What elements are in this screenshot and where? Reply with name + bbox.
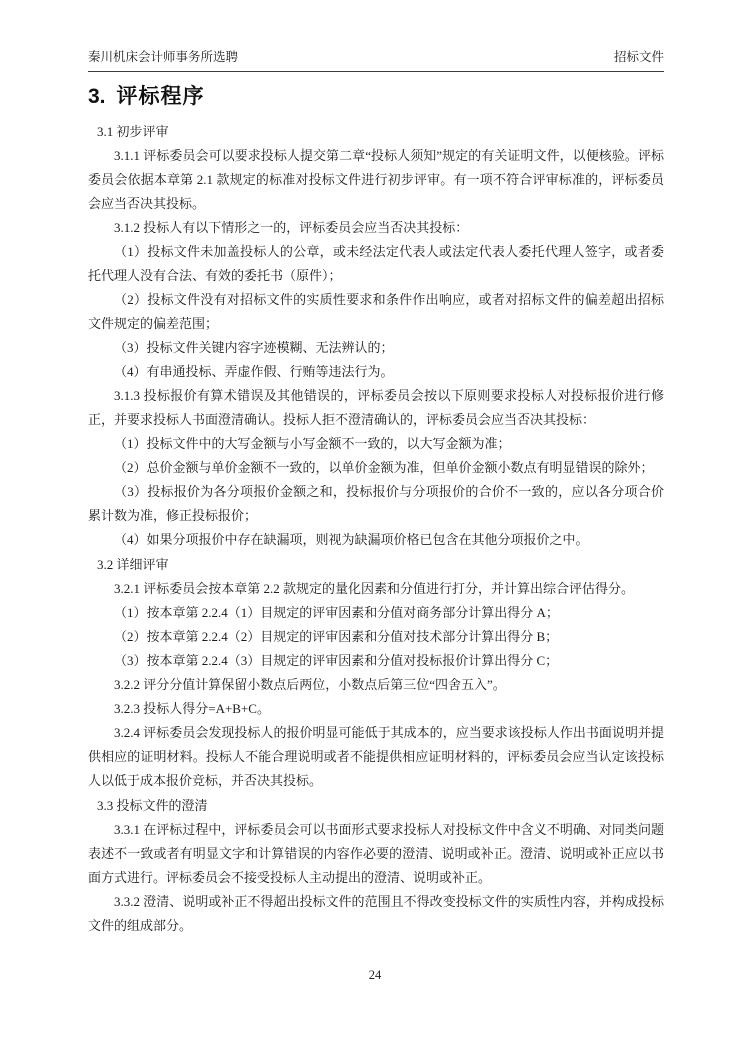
section-heading: 3.3 投标文件的澄清 (97, 798, 208, 813)
chapter-number: 3. (88, 85, 106, 108)
paragraph: （2）投标文件没有对招标文件的实质性要求和条件作出响应，或者对招标文件的偏差超出招标文件规定的偏差范围； (88, 292, 664, 331)
paragraph: 3.1.2 投标人有以下情形之一的，评标委员会应当否决其投标： (114, 220, 469, 235)
section-heading: 3.2 详细评审 (97, 557, 169, 572)
chapter-title (88, 84, 664, 110)
paragraph: （1）投标文件未加盖投标人的公章，或未经法定代表人或法定代表人委托代理人签字，或者委托代理人没有合法、有效的委托书（原件）； (88, 244, 664, 283)
paragraph: （3）按本章第 2.2.4（3）目规定的评审因素和分值对投标报价计算出得分 C； (114, 653, 559, 668)
page-footer (0, 968, 750, 983)
paragraph: 3.3.1 在评标过程中，评标委员会可以书面形式要求投标人对投标文件中含义不明确、对同类问题表述不一致或者有明显文字和计算错误的内容作必要的澄清、说明或补正。澄清、说明或补正应以书面方式进行。评标委员会不接受投标人主动提出的澄清、说明或补正。 (88, 822, 664, 885)
paragraph: 3.1.3 投标报价有算术错误及其他错误的，评标委员会按以下原则要求投标人对投标报价进行修正，并要求投标人书面澄清确认。投标人拒不澄清确认的，评标委员会应当否决其投标： (88, 388, 664, 427)
section-heading: 3.1 初步评审 (97, 124, 169, 139)
chapter-title-text: 评标程序 (116, 85, 205, 108)
paragraph: （4）有串通投标、弄虚作假、行贿等违法行为。 (114, 364, 394, 379)
paragraph: （3）投标文件关键内容字迹模糊、无法辨认的； (114, 340, 394, 355)
header-doc-type: 招标文件 (613, 50, 664, 64)
paragraph: 3.2.4 评标委员会发现投标人的报价明显可能低于其成本的，应当要求该投标人作出书面说明并提供相应的证明材料。投标人不能合理说明或者不能提供相应证明材料的，评标委员会应当认定该投标人以低于成本报价竞标，并否决其投标。 (88, 725, 664, 788)
paragraph: （1）按本章第 2.2.4（1）目规定的评审因素和分值对商务部分计算出得分 A； (114, 605, 559, 620)
paragraph: 3.1.1 评标委员会可以要求投标人提交第二章“投标人须知”规定的有关证明文件，以便核验。评标委员会依据本章第 2.1 款规定的标准对投标文件进行初步评审。有一项不符合评审标准的，评标委员会应当否决其投标。 (88, 148, 664, 211)
paragraph: 3.2.3 投标人得分=A+B+C。 (114, 701, 270, 716)
document-body (88, 120, 664, 938)
paragraph: （3）投标报价为各分项报价金额之和，投标报价与分项报价的合价不一致的，应以各分项合价累计数为准，修正投标报价； (88, 484, 664, 523)
paragraph: 3.2.1 评标委员会按本章第 2.2 款规定的量化因素和分值进行打分，并计算出综合评估得分。 (114, 581, 635, 596)
paragraph: （2）总价金额与单价金额不一致的，以单价金额为准，但单价金额小数点有明显错误的除外； (114, 460, 654, 475)
page-header (88, 50, 664, 72)
paragraph: （2）按本章第 2.2.4（2）目规定的评审因素和分值对技术部分计算出得分 B； (114, 629, 559, 644)
header-project-title: 秦川机床会计师事务所选聘 (88, 50, 239, 64)
page-number: 24 (368, 968, 382, 982)
paragraph: 3.3.2 澄清、说明或补正不得超出投标文件的范围且不得改变投标文件的实质性内容，并构成投标文件的组成部分。 (88, 894, 664, 933)
paragraph: （4）如果分项报价中存在缺漏项，则视为缺漏项价格已包含在其他分项报价之中。 (114, 532, 589, 547)
paragraph: 3.2.2 评分分值计算保留小数点后两位，小数点后第三位“四舍五入”。 (114, 677, 506, 692)
paragraph: （1）投标文件中的大写金额与小写金额不一致的，以大写金额为准； (114, 436, 511, 451)
